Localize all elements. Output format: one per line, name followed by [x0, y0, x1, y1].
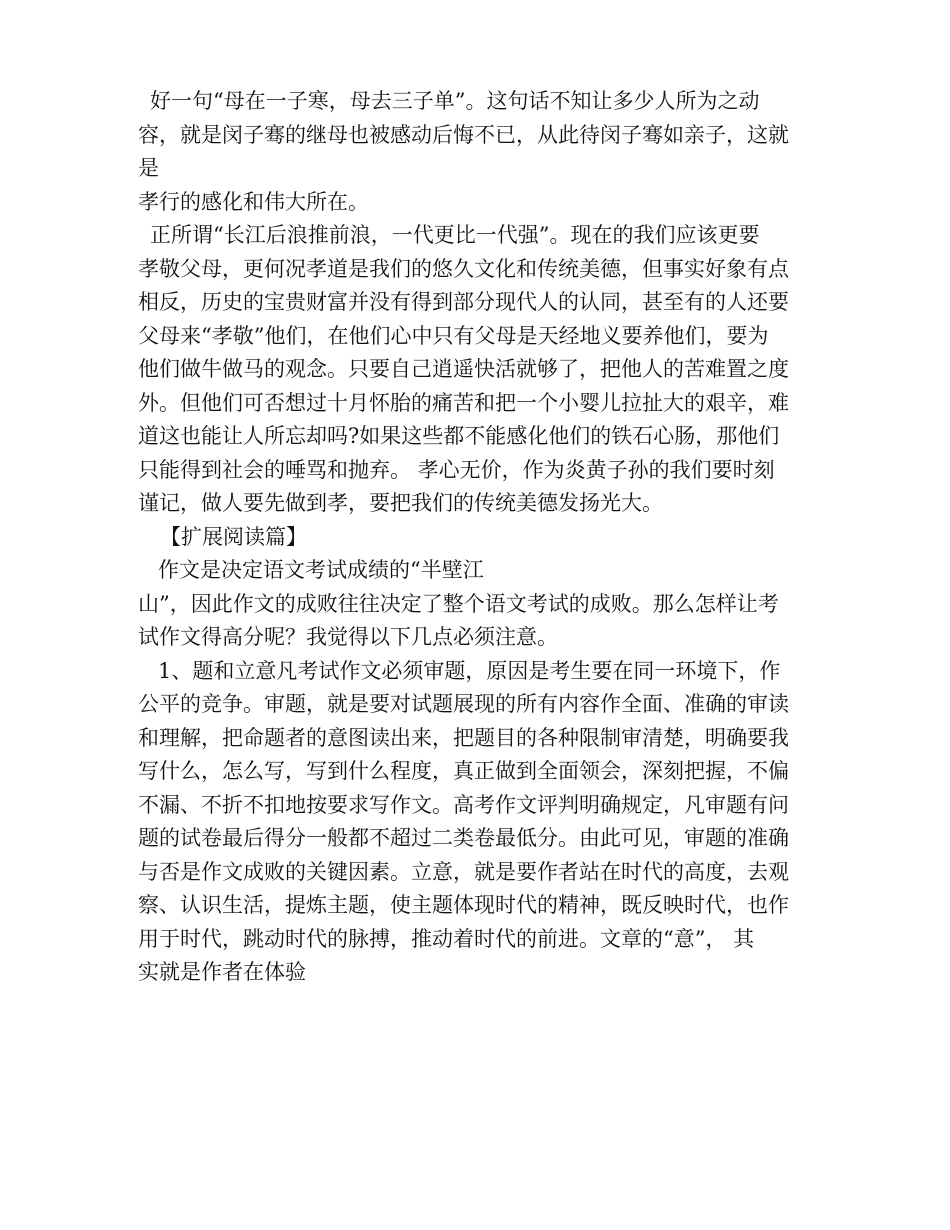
- paragraph-line: 孝行的感化和伟大所在。: [138, 189, 369, 214]
- paragraph-line: 公平的竞争。审题，就是要对试题展现的所有内容作全面、准确的审读: [138, 692, 789, 716]
- paragraph-line: 和理解，把命题者的意图读出来，把题目的各种限制审清楚，明确要我: [138, 725, 789, 750]
- paragraph-line: 题的试卷最后得分一般都不超过二类卷最低分。由此可见，审题的准确: [138, 826, 789, 850]
- paragraph-line: 作文是决定语文考试成绩的“半壁江: [158, 558, 484, 582]
- paragraph-line: 察、认识生活，提炼主题，使主题体现时代的精神，既反映时代，也作: [138, 893, 789, 917]
- document-body: [138, 85, 818, 990]
- paragraph-line: 1、题和立意凡考试作文必须审题，原因是考生要在同一环境下，作: [158, 658, 781, 683]
- paragraph-line: 只能得到社会的唾骂和抛弃。 孝心无价，作为炎黄子孙的我们要时刻: [138, 457, 775, 482]
- paragraph-line: 山”，因此作文的成败往往决定了整个语文考试的成败。那么怎样让考: [138, 591, 779, 616]
- paragraph-line: 好一句“母在一子寒，母去三子单”。这句话不知让多少人所为之动: [150, 89, 760, 113]
- paragraph-line: 容，就是闵子骞的继母也被感动后悔不已，从此待闵子骞如亲子，这就: [138, 122, 789, 147]
- paragraph-line: 是: [138, 156, 159, 180]
- paragraph-line: 写什么，怎么写，写到什么程度，真正做到全面领会，深刻把握，不偏: [138, 759, 789, 783]
- paragraph-line: 外。但他们可否想过十月怀胎的痛苦和把一个小婴儿拉扯大的艰辛，难: [138, 390, 789, 415]
- section-heading: 【扩展阅读篇】: [160, 524, 307, 549]
- paragraph-line: 正所谓“长江后浪推前浪，一代更比一代强”。现在的我们应该更要: [150, 223, 760, 247]
- paragraph-line: 相反，历史的宝贵财富并没有得到部分现代人的认同，甚至有的人还要: [138, 290, 789, 314]
- paragraph-line: 孝敬父母，更何况孝道是我们的悠久文化和传统美德，但事实好象有点: [138, 256, 789, 281]
- paragraph-line: 父母来“孝敬”他们，在他们心中只有父母是天经地义要养他们，要为: [138, 323, 769, 348]
- paragraph-line: 谨记，做人要先做到孝，要把我们的传统美德发扬光大。: [138, 491, 663, 515]
- paragraph-line: 他们做牛做马的观念。只要自己逍遥快活就够了，把他人的苦难置之度: [138, 357, 789, 381]
- paragraph-line: 不漏、不折不扣地按要求写作文。高考作文评判明确规定，凡审题有问: [138, 792, 789, 817]
- paragraph-line: 道这也能让人所忘却吗?如果这些都不能感化他们的铁石心肠，那他们: [138, 424, 780, 448]
- paragraph-line: 试作文得高分呢？我觉得以下几点必须注意。: [138, 625, 558, 649]
- paragraph-line: 与否是作文成败的关键因素。立意，就是要作者站在时代的高度，去观: [138, 859, 789, 884]
- paragraph-line: 实就是作者在体验: [138, 960, 306, 984]
- paragraph-line: 用于时代，跳动时代的脉搏，推动着时代的前进。文章的“意”， 其: [138, 926, 755, 951]
